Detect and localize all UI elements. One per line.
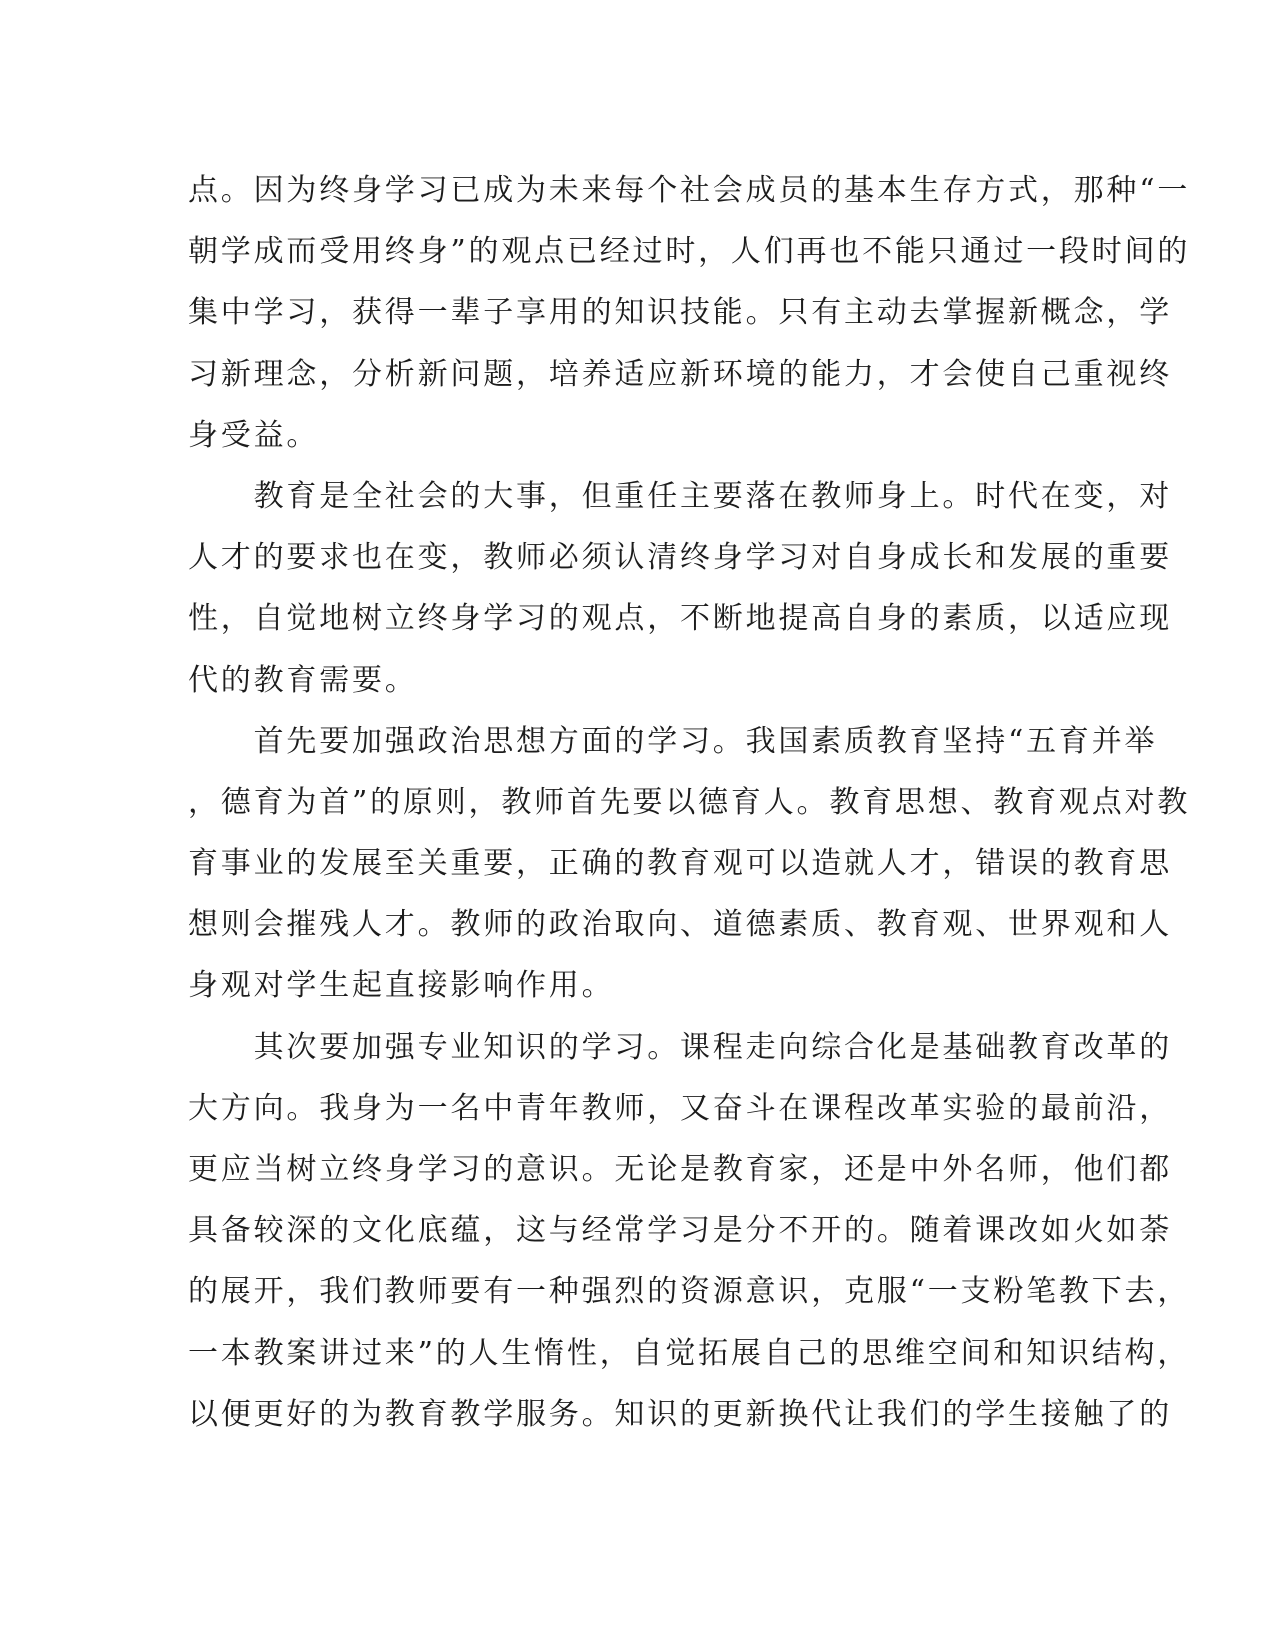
text-line: 首先要加强政治思想方面的学习。我国素质教育坚持“五育并举 (188, 723, 1158, 759)
text-line: 身观对学生起直接影响作用。 (188, 968, 615, 1004)
text-line: 人才的要求也在变，教师必须认清终身学习对自身成长和发展的重要 (188, 540, 1172, 576)
text-line: 代的教育需要。 (188, 662, 418, 698)
text-line: 教育是全社会的大事，但重任主要落在教师身上。时代在变，对 (188, 478, 1172, 514)
paragraph-3 (188, 711, 1191, 1017)
text-line: 想则会摧残人才。教师的政治取向、道德素质、教育观、世界观和人 (188, 907, 1172, 943)
text-line: 习新理念，分析新问题，培养适应新环境的能力，才会使自己重视终 (188, 356, 1172, 392)
text-line: 育事业的发展至关重要，正确的教育观可以造就人才，错误的教育思 (188, 846, 1172, 882)
text-line: 朝学成而受用终身”的观点已经过时，人们再也不能只通过一段时间的 (188, 234, 1191, 270)
text-line: 更应当树立终身学习的意识。无论是教育家，还是中外名师，他们都 (188, 1152, 1172, 1187)
text-line: 具备较深的文化底蕴，这与经常学习是分不开的。随着课改如火如荼 (188, 1213, 1172, 1249)
text-line: 大方向。我身为一名中青年教师，又奋斗在课程改革实验的最前沿， (188, 1090, 1172, 1126)
text-line: 一本教案讲过来”的人生惰性，自觉拓展自己的思维空间和知识结构， (188, 1335, 1191, 1371)
text-line: 的展开，我们教师要有一种强烈的资源意识，克服“一支粉笔教下去， (188, 1274, 1191, 1310)
text-line: 集中学习，获得一辈子享用的知识技能。只有主动去掌握新概念，学 (188, 295, 1172, 331)
text-line: 其次要加强专业知识的学习。课程走向综合化是基础教育改革的 (188, 1029, 1172, 1065)
paragraph-2 (188, 466, 1172, 711)
paragraph-4 (188, 1017, 1191, 1445)
text-line: 点。因为终身学习已成为未来每个社会成员的基本生存方式，那种“一 (188, 173, 1191, 208)
paragraph-1 (188, 160, 1191, 466)
text-line: ，德育为首”的原则，教师首先要以德育人。教育思想、教育观点对教 (188, 784, 1191, 820)
text-line: 以便更好的为教育教学服务。知识的更新换代让我们的学生接触了的 (188, 1396, 1172, 1432)
document-body (188, 160, 1191, 1445)
text-line: 身受益。 (188, 417, 320, 453)
text-line: 性，自觉地树立终身学习的观点，不断地提高自身的素质，以适应现 (188, 601, 1172, 637)
